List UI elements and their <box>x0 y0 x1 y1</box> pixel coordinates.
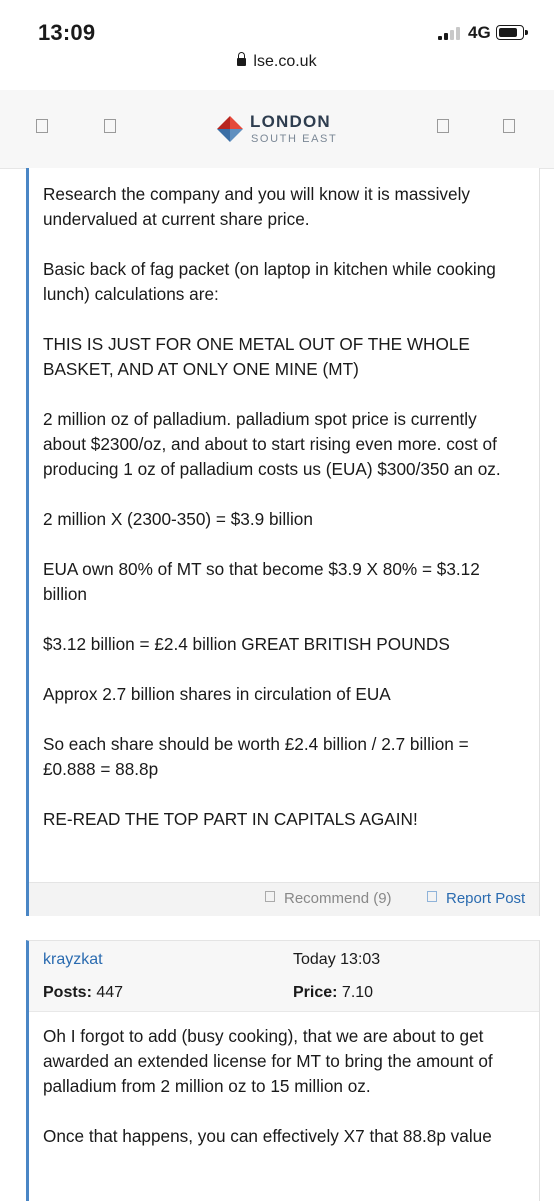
post-footer <box>29 882 539 916</box>
post-count <box>43 984 123 1002</box>
post-paragraph: RE-READ THE TOP PART IN CAPITALS AGAIN! <box>43 809 418 829</box>
url-text: lse.co.uk <box>253 53 317 70</box>
status-bar <box>0 0 554 90</box>
post-timestamp: Today 13:03 <box>293 951 381 968</box>
report-label: Report Post <box>446 890 526 907</box>
posts-value: 447 <box>96 984 124 1001</box>
report-icon <box>427 891 437 902</box>
forum-post <box>26 940 540 1201</box>
post-paragraph: Once that happens, you can effectively X7 that 88.8p value <box>43 1126 492 1146</box>
network-label: 4G <box>468 23 491 42</box>
price-label: Price: <box>293 984 338 1001</box>
signal-icon <box>438 26 466 40</box>
site-header <box>0 90 554 169</box>
post-username-link[interactable]: krayzkat <box>43 951 103 968</box>
post-body <box>43 1024 523 1174</box>
search-icon[interactable] <box>104 119 116 133</box>
post-paragraph: So each share should be worth £2.4 billion / 2.7 billion = £0.888 = 88.8p <box>43 734 469 779</box>
account-icon[interactable] <box>437 119 449 133</box>
post-paragraph: Oh I forgot to add (busy cooking), that we are about to get awarded an extended license for MT to bring the amount of palladium from 2 million oz to 15 million oz. <box>43 1026 493 1096</box>
recommend-label: Recommend (9) <box>284 890 392 907</box>
post-body <box>43 182 523 857</box>
logo-sub-text: SOUTH EAST <box>251 133 338 145</box>
post-paragraph: Approx 2.7 billion shares in circulation of EUA <box>43 684 391 704</box>
post-meta <box>29 941 539 1012</box>
post-paragraph: 2 million X (2300-350) = $3.9 billion <box>43 509 313 529</box>
report-post-link[interactable] <box>427 890 525 907</box>
lock-icon <box>237 58 246 66</box>
price-value: 7.10 <box>341 984 374 1001</box>
recommend-icon <box>265 891 275 902</box>
post-paragraph: EUA own 80% of MT so that become $3.9 X 80% = $3.12 billion <box>43 559 480 604</box>
post-paragraph: Basic back of fag packet (on laptop in kitchen while cooking lunch) calculations are: <box>43 259 496 304</box>
post-paragraph: THIS IS JUST FOR ONE METAL OUT OF THE WHOLE BASKET, AND AT ONLY ONE MINE (MT) <box>43 334 470 379</box>
post-paragraph: 2 million oz of palladium. palladium spot price is currently about $2300/oz, and about to start rising even more. cost of producing 1 oz of palladium costs us (EUA) $300/350 an oz. <box>43 409 501 479</box>
menu-icon[interactable] <box>36 119 48 133</box>
site-logo[interactable] <box>217 110 347 150</box>
logo-mark-icon <box>217 116 243 142</box>
address-bar[interactable] <box>0 53 554 71</box>
post-paragraph: Research the company and you will know it is massively undervalued at current share price. <box>43 184 471 229</box>
forum-post <box>26 168 540 916</box>
post-paragraph: $3.12 billion = £2.4 billion GREAT BRITISH POUNDS <box>43 634 450 654</box>
battery-icon <box>496 25 524 40</box>
status-time: 13:09 <box>38 20 96 45</box>
post-price <box>293 984 373 1002</box>
posts-label: Posts: <box>43 984 92 1001</box>
logo-brand-text: LONDON <box>250 112 331 131</box>
recommend-button[interactable] <box>265 890 392 907</box>
more-icon[interactable] <box>503 119 515 133</box>
